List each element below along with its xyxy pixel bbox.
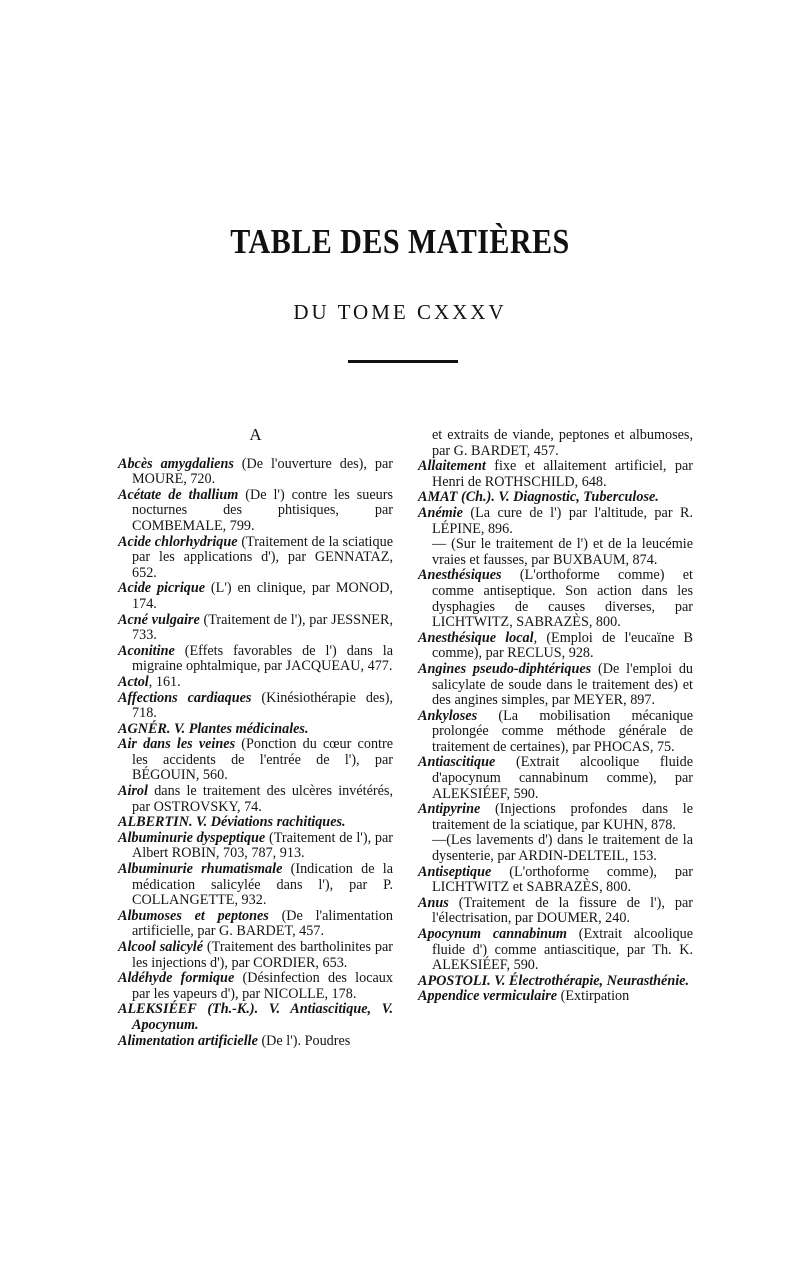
entry-heading: Apocynum cannabinum [418,926,567,942]
index-entry [118,971,393,1002]
right-column [418,428,693,1005]
entry-text: — (Sur le traitement de l') et de la leucémie vraies et fausses, par BUXBAUM, 874. [432,536,693,568]
entry-heading: Albuminurie dyspeptique [118,829,266,846]
entry-heading: ALBERTIN. V. Déviations rachitiques. [118,814,346,831]
entry-heading: Abcès amygdaliens [118,455,234,472]
entry-text: (La mobilisation mécanique prolongée comme méthode générale de traitement de certaines), par PHOCAS, 75. [432,707,693,755]
entry-heading: Affections cardiaques [118,689,252,706]
index-entry [118,815,393,831]
left-column [118,425,393,1049]
entry-heading: Anesthésiques [418,567,502,584]
entry-heading: Alimentation artificielle [118,1032,258,1049]
entry-heading: Actol [118,673,149,690]
index-entry [118,675,393,691]
entry-heading: Anus [418,894,449,911]
index-entry [418,802,693,833]
entry-text: (De l'alimentation artificielle, par G. BARDET, 457. [132,907,394,940]
index-entry [418,896,693,927]
entry-heading: Appendice vermiculaire [418,988,558,1005]
entry-heading: AGNÉR. V. Plantes médicinales. [118,720,309,737]
entry-text: fixe et allaitement artificiel, par Henri de ROTHSCHILD, 648. [432,458,693,490]
entry-text: (Traitement de la sciatique par les applications d'), par GENNATAZ, 652. [132,533,393,581]
entry-text: (De l'emploi du salicylate de soude dans le traitement des) et des angines simples, par MEYER, 897. [432,660,694,709]
index-entry [118,940,393,971]
index-entry [418,974,693,990]
index-entry [418,537,693,568]
index-entry [118,691,393,722]
index-entry [418,709,693,756]
entry-heading: Ankyloses [418,707,478,724]
entry-text: , (Emploi de l'eucaïne B comme), par RECLUS, 928. [432,629,693,662]
index-entry [418,428,693,459]
entry-heading: AMAT (Ch.). V. Diagnostic, Tuberculose. [418,489,659,506]
entry-text: (Traitement de l'), par JESSNER, 733. [132,611,393,644]
entry-text: (Traitement de la fissure de l'), par l'électrisation, par DOUMER, 240. [432,894,693,927]
entry-text: (Extirpation [557,988,630,1005]
entry-heading: Antiseptique [418,863,492,880]
entry-text: (L'orthoforme comme) et comme antiseptique. Son action dans les dysphagies de causes diverses, par LICHTWITZ, SABRAZÈS, 800. [432,567,693,631]
index-entry [118,1002,393,1033]
index-entry [118,535,393,582]
entry-heading: Antiascitique [418,754,496,771]
index-entry [118,831,393,862]
entry-heading: Anémie [418,504,463,521]
entry-heading: Acide chlorhydrique [118,533,238,550]
entry-text: , 161. [148,673,181,690]
entry-text: dans le traitement des ulcères invétérés, par OSTROVSKY, 74. [132,783,393,815]
index-entry [418,833,693,864]
index-entry [118,1034,393,1050]
entry-text: (Traitement des bartholinites par les injections d'), par CORDIER, 653. [132,939,393,971]
entry-heading: Acné vulgaire [118,611,200,628]
entry-text: (L'orthoforme comme), par LICHTWITZ et SABRAZÈS, 800. [432,863,693,896]
right-entries [418,428,693,1005]
index-entry [118,457,393,488]
page-subtitle: DU TOME CXXXV [293,300,507,324]
entry-text: (Effets favorables de l') dans la migraine ophtalmique, par JACQUEAU, 477. [132,642,393,675]
entry-heading: Angines pseudo-diphtériques [418,660,592,677]
entry-heading: Aconitine [118,642,175,659]
entry-heading: Albuminurie rhumatismale [118,861,283,878]
entry-text: (Indication de la médication salicylée dans l'), par P. COLLANGETTE, 932. [132,861,393,909]
entry-text: et extraits de viande, peptones et albumoses, par G. BARDET, 457. [432,427,693,459]
index-entry [418,662,693,709]
entry-text: (Kinésiothérapie des), 718. [132,689,394,722]
left-entries [118,457,393,1050]
index-entry [418,755,693,802]
entry-heading: Antipyrine [418,801,481,818]
index-entry [418,490,693,506]
index-entry [118,862,393,909]
entry-heading: Acétate de thallium [118,486,239,503]
index-entry [118,613,393,644]
entry-text: (La cure de l') par l'altitude, par R. LÉPINE, 896. [432,504,693,537]
entry-text: (Désinfection des locaux par les vapeurs d'), par NICOLLE, 178. [132,970,393,1002]
entry-text: (Extrait alcoolique fluide d'apocynum cannabinum comme), par ALEKSIÉEF, 590. [432,754,693,802]
entry-heading: Anesthésique local [418,629,534,646]
index-entry [118,722,393,738]
entry-heading: Alcool salicylé [118,939,204,955]
section-letter: A [249,425,262,444]
entry-heading: Albumoses et peptones [118,907,269,924]
index-entry [118,909,393,940]
index-entry [118,784,393,815]
entry-text: —(Les lavements d') dans le traitement de la dysenterie, par ARDIN-DELTEIL, 153. [432,832,693,865]
page-title: TABLE DES MATIÈRES [230,222,570,261]
entry-heading: APOSTOLI. V. Électrothérapie, Neurasthénie. [418,972,690,989]
entry-text: (Ponction du cœur contre les accidents de l'entrée de l'), par BÉGOUIN, 560. [132,736,394,784]
entry-text: (L') en clinique, par MONOD, 174. [132,580,393,612]
entry-text: (De l'ouverture des), par MOURE, 720. [132,455,393,488]
entry-text: (De l'). Poudres [257,1032,351,1049]
index-entry [418,506,693,537]
entry-heading: ALEKSIÉEF (Th.-K.). V. Antiascitique, V. Apocynum. [118,1001,393,1033]
entry-heading: Acide picrique [118,580,206,597]
entry-text: (Extrait alcoolique fluide d') comme antiascitique, par Th. K. ALEKSIÉEF, 590. [432,926,693,974]
index-entry [118,644,393,675]
entry-heading: Airol [118,783,148,800]
entry-text: (Injections profondes dans le traitement de la sciatique, par KUHN, 878. [432,801,693,833]
index-entry [118,488,393,535]
entry-text: (Traitement de l'), par Albert ROBIN, 703, 787, 913. [132,829,393,862]
entry-heading: Air dans les veines [118,736,236,753]
index-entry [118,737,393,784]
title-rule [348,360,458,363]
index-entry [418,865,693,896]
entry-text: (De l') contre les sueurs nocturnes des phtisiques, par COMBEMALE, 799. [132,486,393,534]
entry-heading: Aldéhyde formique [118,970,235,987]
index-entry [118,581,393,612]
index-entry [418,927,693,974]
index-entry [418,568,693,630]
index-entry [418,631,693,662]
index-entry [418,989,693,1005]
entry-heading: Allaitement [418,458,486,475]
index-entry [418,459,693,490]
